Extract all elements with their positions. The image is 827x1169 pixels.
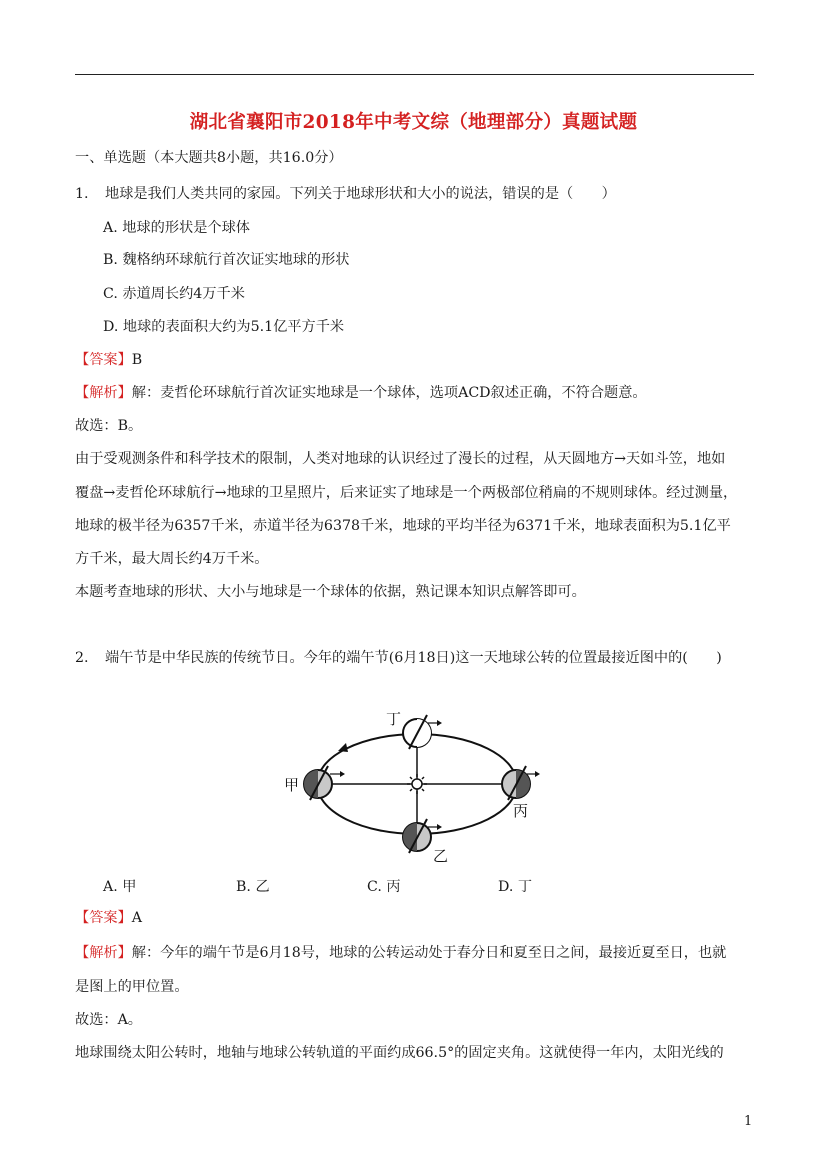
label-yi: 乙	[433, 847, 449, 865]
label-jia: 甲	[284, 776, 300, 794]
q1-answer	[75, 350, 142, 370]
answer-value: B	[131, 352, 143, 368]
q2-option-c: C. 丙	[367, 879, 401, 895]
q1-choose: 故选：B。	[75, 418, 143, 434]
q1-option-c: C. 赤道周长约4万千米	[103, 286, 245, 302]
q1-para-line: 覆盘→麦哲伦环球航行→地球的卫星照片，后来证实了地球是一个两极部位稍扁的不规则球体。经过测量，	[75, 485, 738, 501]
q1-option-a: A. 地球的形状是个球体	[103, 220, 250, 236]
q1-summary: 本题考查地球的形状、大小与地球是一个球体的依据，熟记课本知识点解答即可。	[75, 584, 586, 600]
answer-tag: 【答案】	[75, 352, 132, 368]
q2-answer	[75, 908, 142, 928]
q2-para: 地球围绕太阳公转时，地轴与地球公转轨道的平面约成66.5°的固定夹角。这就使得一年内，太阳光线的	[75, 1045, 724, 1061]
q1-para-line: 由于受观测条件和科学技术的限制，人类对地球的认识经过了漫长的过程，从天圆地方→天如斗笠，地如	[75, 451, 726, 467]
earth-position-ding	[403, 715, 442, 749]
q1-stem: 地球是我们人类共同的家园。下列关于地球形状和大小的说法，错误的是（ ）	[105, 186, 616, 202]
page-number: 1	[744, 1114, 753, 1129]
analysis-tag: 【解析】	[75, 945, 132, 961]
q1-para-line: 地球的极半径为6357千米，赤道半径为6378千米，地球的平均半径为6371千米，地球表面积为5.1亿平	[75, 518, 731, 534]
earth-position-bing	[502, 766, 540, 800]
q2-option-d: D. 丁	[498, 879, 533, 895]
q1-option-b: B. 魏格纳环球航行首次证实地球的形状	[103, 252, 350, 268]
q2-option-a: A. 甲	[103, 879, 137, 895]
q2-option-b: B. 乙	[236, 879, 270, 895]
analysis-text: 解：麦哲伦环球航行首次证实地球是一个球体，选项ACD叙述正确，不符合题意。	[131, 385, 647, 401]
orbit-direction-arrow	[338, 743, 348, 752]
q2-stem: 端午节是中华民族的传统节日。今年的端午节(6月18日)这一天地球公转的位置最接近图中的( )	[105, 650, 722, 666]
header-rule	[75, 74, 754, 75]
label-bing: 丙	[513, 802, 529, 820]
earth-orbit-diagram	[282, 706, 552, 874]
q2-analysis	[75, 943, 726, 963]
q2-choose: 故选：A。	[75, 1012, 142, 1028]
earth-position-jia	[304, 766, 345, 800]
q1-para-line: 方千米，最大周长约4万千米。	[75, 551, 269, 567]
section-heading: 一、单选题（本大题共8小题，共16.0分）	[75, 150, 343, 166]
q1-option-d: D. 地球的表面积大约为5.1亿平方千米	[103, 319, 345, 335]
analysis-text: 解：今年的端午节是6月18号，地球的公转运动处于春分日和夏至日之间，最接近夏至日，也就	[131, 945, 727, 961]
answer-tag: 【答案】	[75, 910, 132, 926]
page-title: 湖北省襄阳市2018年中考文综（地理部分）真题试题	[189, 112, 638, 133]
label-ding: 丁	[386, 710, 402, 728]
sun-icon	[407, 774, 427, 794]
analysis-tag: 【解析】	[75, 385, 132, 401]
q2-analysis-cont: 是图上的甲位置。	[75, 979, 189, 995]
q1-number: 1.	[75, 186, 89, 202]
answer-value: A	[131, 910, 143, 926]
q2-number: 2.	[75, 650, 89, 666]
q1-analysis	[75, 383, 647, 403]
